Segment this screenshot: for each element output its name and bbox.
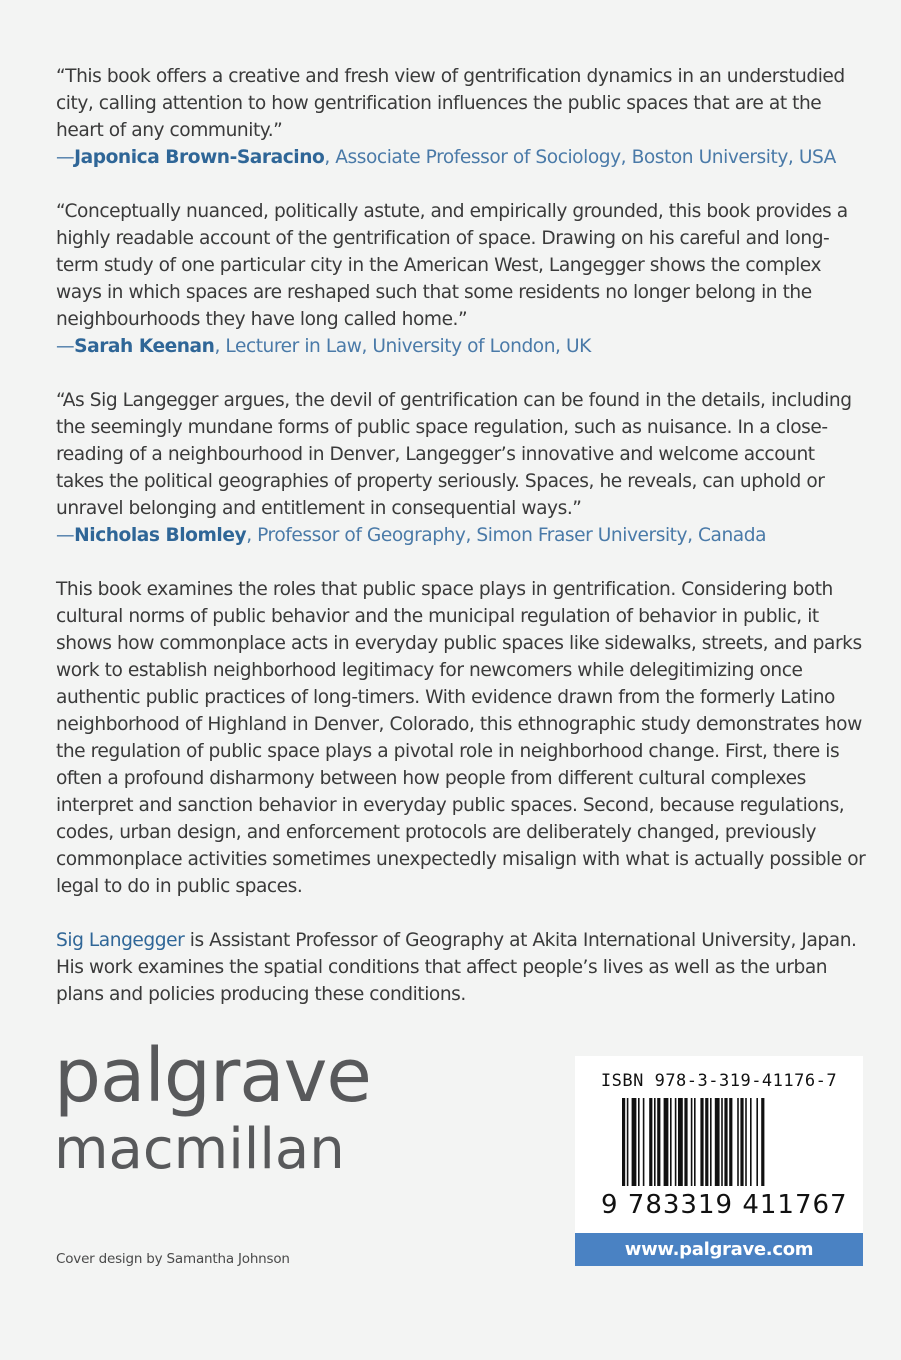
- logo-line-macmillan: macmillan: [54, 1117, 345, 1182]
- bio-text: [56, 927, 866, 1008]
- quote-author: Sarah Keenan: [74, 336, 215, 357]
- author-bio: [56, 927, 866, 1008]
- isbn-label: ISBN 978-3-319-41176-7: [600, 1071, 838, 1091]
- barcode-icon: [622, 1098, 816, 1186]
- logo-line-palgrave: palgrave: [54, 1033, 371, 1119]
- quote-3: [56, 387, 866, 549]
- quote-affiliation: , Professor of Geography, Simon Fraser University, Canada: [246, 525, 767, 546]
- quote-2: [56, 198, 866, 360]
- back-cover-text: [56, 63, 866, 1035]
- quote-1: [56, 63, 866, 171]
- cover-design-credit: Cover design by Samantha Johnson: [56, 1251, 290, 1267]
- bio-author-name: Sig Langegger: [56, 930, 185, 951]
- publisher-url[interactable]: www.palgrave.com: [575, 1233, 863, 1266]
- barcode-panel: [575, 1056, 863, 1233]
- dash: —: [56, 525, 75, 546]
- dash: —: [56, 147, 75, 168]
- quote-affiliation: , Lecturer in Law, University of London, UK: [214, 336, 591, 357]
- quote-text: “As Sig Langegger argues, the devil of gentrification can be found in the details, including the seemingly mundane forms of public space regulation, such as nuisance. In a close-reading of a neighbourhood in Denver, Langegger’s innovative and welcome account takes the political geographies of property seriously. Spaces, he reveals, can uphold or unravel belonging and entitlement in consequential ways.”: [56, 390, 852, 519]
- dash: —: [56, 336, 75, 357]
- quote-affiliation: , Associate Professor of Sociology, Boston University, USA: [324, 147, 836, 168]
- barcode-digits: 9 783319 411767: [601, 1190, 848, 1220]
- description-block: [56, 576, 866, 900]
- publisher-logo: [54, 1033, 371, 1182]
- bio-body: is Assistant Professor of Geography at Akita International University, Japan. His work examines the spatial conditions that affect people’s lives as well as the urban plans and policies producing these conditions.: [56, 930, 857, 1005]
- book-description: This book examines the roles that public space plays in gentrification. Considering both cultural norms of public behavior and the municipal regulation of behavior in public, it shows how commonplace acts in everyday public spaces like sidewalks, streets, and parks work to establish neighborhood legitimacy for newcomers while delegitimizing once authentic public practices of long-timers. With evidence drawn from the formerly Latino neighborhood of Highland in Denver, Colorado, this ethnographic study demonstrates how the regulation of public space plays a pivotal role in neighborhood change. First, there is often a profound disharmony between how people from different cultural complexes interpret and sanction behavior in everyday public spaces. Second, because regulations, codes, urban design, and enforcement protocols are deliberately changed, previously commonplace activities sometimes unexpectedly misalign with what is actually possible or legal to do in public spaces.: [56, 579, 866, 897]
- quote-attribution: [56, 333, 866, 360]
- quote-attribution: [56, 144, 866, 171]
- quote-text: “Conceptually nuanced, politically astute, and empirically grounded, this book provides a highly readable account of the gentrification of space. Drawing on his careful and long-term study of one particular city in the American West, Langegger shows the complex ways in which spaces are reshaped such that some residents no longer belong in the neighbourhoods they have long called home.”: [56, 201, 848, 330]
- quote-attribution: [56, 522, 866, 549]
- quote-author: Japonica Brown-Saracino: [74, 147, 325, 168]
- quote-author: Nicholas Blomley: [74, 525, 247, 546]
- quote-text: “This book offers a creative and fresh view of gentrification dynamics in an understudied city, calling attention to how gentrification influences the public spaces that are at the heart of any community.”: [56, 66, 845, 141]
